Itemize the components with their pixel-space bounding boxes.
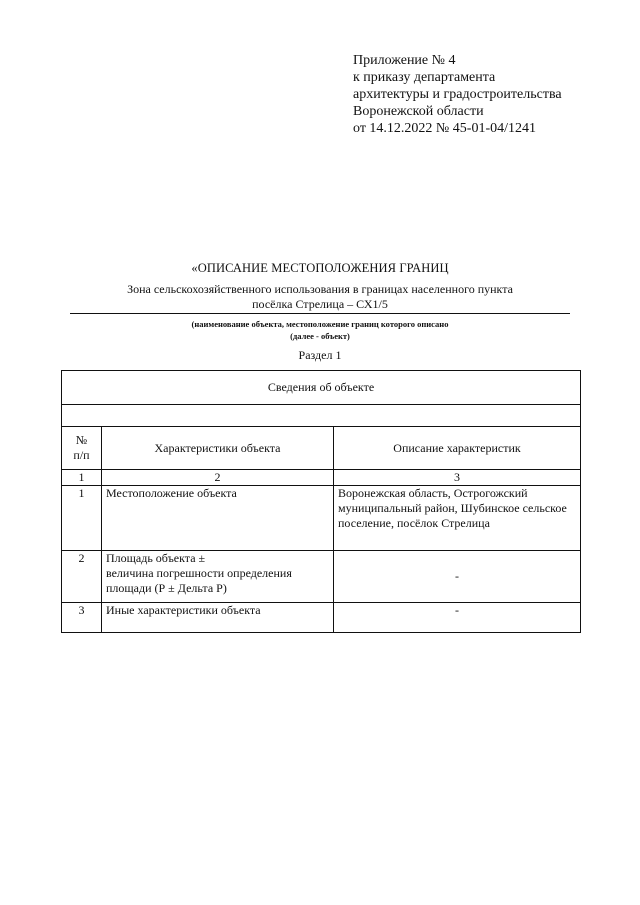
zone-name-line: посёлка Стрелица – СХ1/5 bbox=[252, 297, 388, 311]
row-characteristic-line: величина погрешности определения площади (Р ± Дельта Р) bbox=[106, 566, 292, 595]
row-description: Воронежская область, Острогожский муниципальный район, Шубинское сельское поселение, посёлок Стрелица bbox=[334, 486, 581, 551]
caption-line: (наименование объекта, местоположение границ которого описано bbox=[191, 319, 449, 329]
divider bbox=[70, 313, 570, 314]
row-number: 2 bbox=[62, 551, 102, 603]
appendix-line: архитектуры и градостроительства bbox=[353, 87, 562, 102]
col-header-description: Описание характеристик bbox=[334, 427, 581, 470]
table-heading-row bbox=[62, 371, 581, 405]
document-title: «ОПИСАНИЕ МЕСТОПОЛОЖЕНИЯ ГРАНИЦ bbox=[191, 261, 449, 275]
row-description: - bbox=[334, 551, 581, 603]
index-cell: 2 bbox=[102, 470, 334, 486]
table-index-row bbox=[62, 470, 581, 486]
appendix-line: Приложение № 4 bbox=[353, 53, 456, 68]
appendix-block bbox=[353, 52, 562, 137]
section-title: Раздел 1 bbox=[298, 348, 342, 362]
table-empty-row bbox=[62, 405, 581, 427]
table-heading: Сведения об объекте bbox=[62, 371, 581, 405]
row-characteristic: Иные характеристики объекта bbox=[102, 603, 334, 633]
col-header-number-line: п/п bbox=[73, 448, 90, 462]
col-header-characteristic: Характеристики объекта bbox=[102, 427, 334, 470]
col-header-number bbox=[62, 427, 102, 470]
row-characteristic-line: Площадь объекта ± bbox=[106, 551, 206, 565]
row-description: - bbox=[334, 603, 581, 633]
appendix-line: к приказу департамента bbox=[353, 70, 496, 85]
object-caption bbox=[62, 318, 578, 342]
appendix-line: от 14.12.2022 № 45-01-04/1241 bbox=[353, 121, 537, 136]
caption-line: (далее - объект) bbox=[290, 331, 350, 341]
row-characteristic bbox=[102, 551, 334, 603]
zone-name bbox=[62, 282, 578, 312]
table-row bbox=[62, 551, 581, 603]
col-header-number-line: № bbox=[75, 433, 88, 447]
empty-cell bbox=[62, 405, 581, 427]
index-cell: 3 bbox=[334, 470, 581, 486]
row-characteristic: Местоположение объекта bbox=[102, 486, 334, 551]
table-row bbox=[62, 486, 581, 551]
appendix-line: Воронежской области bbox=[353, 104, 484, 119]
index-cell: 1 bbox=[62, 470, 102, 486]
row-number: 1 bbox=[62, 486, 102, 551]
table-row bbox=[62, 603, 581, 633]
zone-name-line: Зона сельскохозяйственного использования в границах населенного пункта bbox=[127, 282, 513, 296]
row-number: 3 bbox=[62, 603, 102, 633]
table-header-row bbox=[62, 427, 581, 470]
object-info-table bbox=[61, 370, 581, 633]
